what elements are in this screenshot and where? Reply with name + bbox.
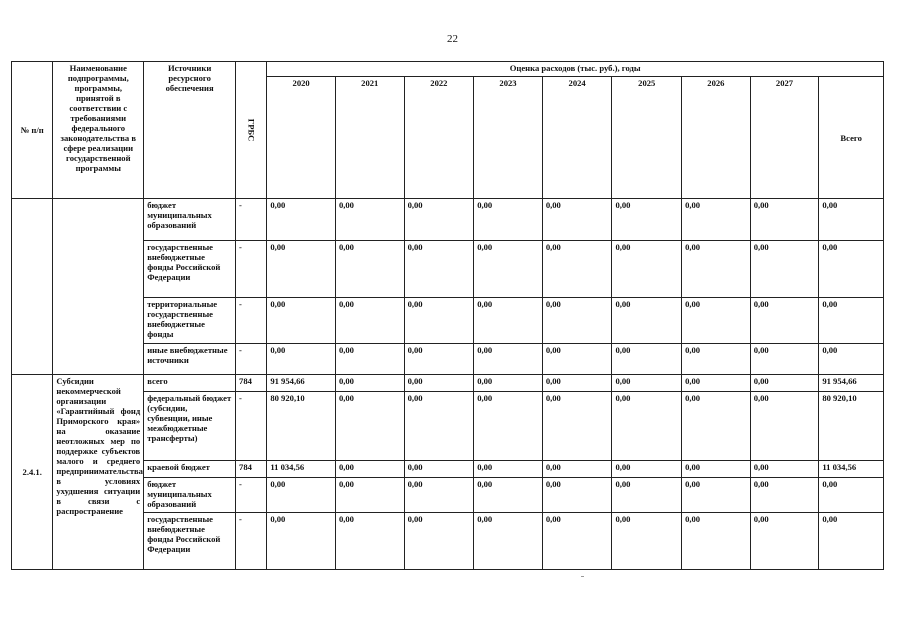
cell-value: 0,00 (404, 241, 474, 298)
cell-value: 0,00 (682, 375, 751, 392)
cell-value: 0,00 (267, 478, 336, 513)
cell-source: краевой бюджет (144, 461, 236, 478)
cell-source: территориальные государственные внебюджетные фонды (144, 298, 236, 344)
cell-value: 0,00 (542, 478, 612, 513)
cell-value: 0,00 (335, 344, 404, 375)
cell-grbs: - (236, 298, 267, 344)
cell-value: 0,00 (267, 298, 336, 344)
cell-value: 0,00 (335, 298, 404, 344)
cell-value: 0,00 (267, 513, 336, 570)
cell-value: 0,00 (750, 392, 819, 461)
cell-grbs: - (236, 478, 267, 513)
cell-total: 0,00 (819, 513, 884, 570)
cell-value: 0,00 (542, 375, 612, 392)
cell-value: 0,00 (335, 513, 404, 570)
cell-value: 0,00 (750, 298, 819, 344)
cell-value: 0,00 (682, 199, 751, 241)
cell-value: 0,00 (750, 241, 819, 298)
cell-total: 0,00 (819, 199, 884, 241)
cell-grbs: - (236, 241, 267, 298)
cell-value: 0,00 (474, 513, 543, 570)
cell-name: Субсидии некоммерческой организации «Гарантийный фонд Приморского края» на оказание неотложных мер по поддержке субъектов малого и среднего предпринимательства в условиях ухудшения ситуации в связи с распространение (53, 375, 144, 570)
header-year: 2027 (750, 77, 819, 199)
header-source: Источники ресурсного обеспечения (144, 62, 236, 199)
header-name: Наименование подпрограммы, программы, принятой в соответствии с требованиями федерального законодательства в сфере реализации государственной программы (53, 62, 144, 199)
header-total: Всего (819, 77, 884, 199)
cell-value: 0,00 (682, 241, 751, 298)
cell-value: 0,00 (750, 461, 819, 478)
cell-value: 0,00 (542, 298, 612, 344)
cell-value: 0,00 (682, 392, 751, 461)
cell-value: 0,00 (542, 461, 612, 478)
cell-value: 0,00 (612, 298, 682, 344)
cell-total: 0,00 (819, 344, 884, 375)
cell-value: 0,00 (474, 478, 543, 513)
cell-value: 0,00 (335, 375, 404, 392)
header-estimate: Оценка расходов (тыс. руб.), годы (267, 62, 884, 77)
cell-total: 0,00 (819, 298, 884, 344)
cell-grbs: 784 (236, 461, 267, 478)
cell-total: 91 954,66 (819, 375, 884, 392)
scan-speck (581, 576, 584, 577)
cell-value: 0,00 (267, 241, 336, 298)
cell-value: 0,00 (750, 513, 819, 570)
header-grbs-text: ГРБС (246, 118, 257, 142)
cell-name (53, 199, 144, 375)
cell-value: 0,00 (612, 344, 682, 375)
cell-value: 0,00 (404, 478, 474, 513)
header-grbs (236, 62, 267, 199)
cell-value: 0,00 (335, 241, 404, 298)
cell-value: 0,00 (404, 375, 474, 392)
cell-total: 80 920,10 (819, 392, 884, 461)
header-year: 2021 (335, 77, 404, 199)
header-year: 2023 (474, 77, 543, 199)
cell-source: всего (144, 375, 236, 392)
cell-value: 0,00 (750, 344, 819, 375)
cell-value: 0,00 (612, 392, 682, 461)
cell-value: 0,00 (682, 478, 751, 513)
header-year: 2026 (682, 77, 751, 199)
cell-grbs: - (236, 392, 267, 461)
cell-value: 0,00 (682, 298, 751, 344)
cell-grbs: - (236, 513, 267, 570)
cell-total: 0,00 (819, 241, 884, 298)
cell-value: 0,00 (404, 199, 474, 241)
cell-value: 0,00 (612, 478, 682, 513)
header-year: 2020 (267, 77, 336, 199)
cell-total: 11 034,56 (819, 461, 884, 478)
cell-value: 0,00 (474, 344, 543, 375)
header-year: 2024 (542, 77, 612, 199)
cell-value: 0,00 (542, 199, 612, 241)
cell-value: 0,00 (267, 199, 336, 241)
cell-value: 0,00 (404, 344, 474, 375)
cell-value: 0,00 (612, 513, 682, 570)
header-num: № п/п (12, 62, 53, 199)
cell-grbs: - (236, 344, 267, 375)
cell-value: 0,00 (335, 199, 404, 241)
cell-value: 0,00 (474, 461, 543, 478)
header-row (12, 62, 884, 77)
cell-value: 0,00 (404, 513, 474, 570)
budget-table (11, 61, 884, 570)
cell-value: 0,00 (682, 461, 751, 478)
cell-value: 0,00 (542, 344, 612, 375)
cell-source: государственные внебюджетные фонды Российской Федерации (144, 241, 236, 298)
cell-value: 0,00 (474, 375, 543, 392)
cell-source: федеральный бюджет (субсидии, субвенции, иные межбюджетные трансферты) (144, 392, 236, 461)
cell-value: 0,00 (404, 461, 474, 478)
cell-value: 0,00 (474, 241, 543, 298)
table-row (12, 199, 884, 241)
cell-value: 0,00 (542, 392, 612, 461)
cell-value: 0,00 (750, 478, 819, 513)
cell-value: 0,00 (542, 513, 612, 570)
cell-value: 91 954,66 (267, 375, 336, 392)
cell-value: 0,00 (750, 375, 819, 392)
cell-source: бюджет муниципальных образований (144, 478, 236, 513)
cell-value: 0,00 (335, 392, 404, 461)
cell-value: 0,00 (682, 344, 751, 375)
cell-source: государственные внебюджетные фонды Российской Федерации (144, 513, 236, 570)
cell-value: 0,00 (612, 375, 682, 392)
cell-value: 0,00 (542, 241, 612, 298)
cell-grbs: - (236, 199, 267, 241)
cell-value: 0,00 (612, 241, 682, 298)
cell-value: 0,00 (404, 298, 474, 344)
cell-value: 0,00 (612, 461, 682, 478)
cell-value: 0,00 (404, 392, 474, 461)
cell-value: 0,00 (750, 199, 819, 241)
cell-value: 11 034,56 (267, 461, 336, 478)
cell-value: 0,00 (612, 199, 682, 241)
cell-grbs: 784 (236, 375, 267, 392)
cell-value: 0,00 (267, 344, 336, 375)
table-row (12, 375, 884, 392)
cell-value: 0,00 (474, 199, 543, 241)
page-number: 22 (447, 33, 458, 45)
cell-num: 2.4.1. (12, 375, 53, 570)
cell-value: 0,00 (682, 513, 751, 570)
header-year: 2025 (612, 77, 682, 199)
cell-value: 0,00 (335, 478, 404, 513)
cell-source: иные внебюджетные источники (144, 344, 236, 375)
cell-num (12, 199, 53, 375)
header-year: 2022 (404, 77, 474, 199)
cell-value: 80 920,10 (267, 392, 336, 461)
cell-value: 0,00 (474, 392, 543, 461)
cell-value: 0,00 (335, 461, 404, 478)
cell-value: 0,00 (474, 298, 543, 344)
cell-total: 0,00 (819, 478, 884, 513)
cell-source: бюджет муниципальных образований (144, 199, 236, 241)
